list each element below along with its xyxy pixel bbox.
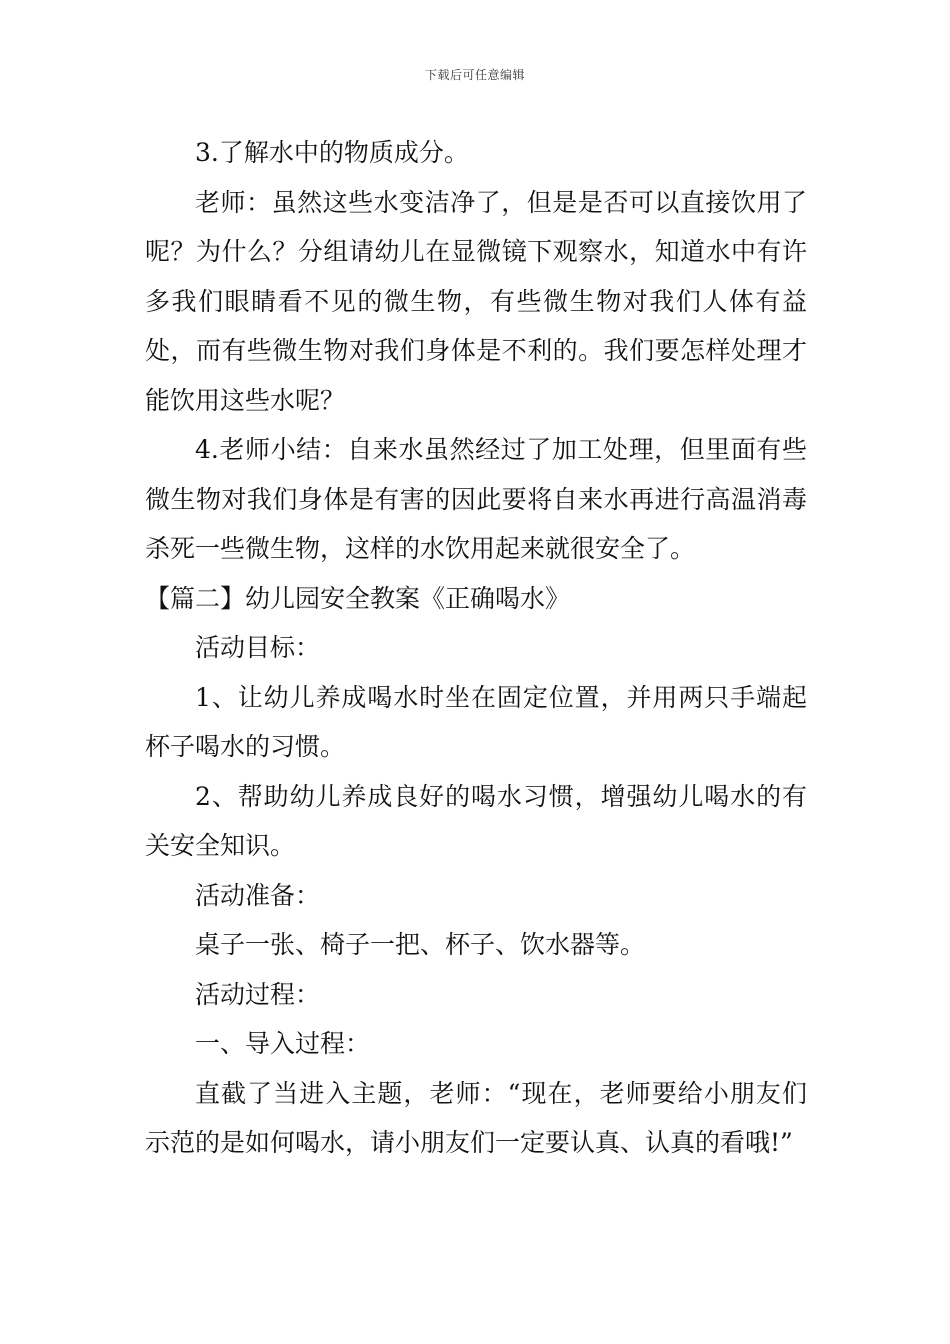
paragraph-3: 4.老师小结：自来水虽然经过了加工处理，但里面有些微生物对我们身体是有害的因此要将自来水再进行高温消毒杀死一些微生物，这样的水饮用起来就很安全了。 (145, 435, 807, 563)
paragraph-intro-text: 直截了当进入主题，老师：“现在，老师要给小朋友们示范的是如何喝水，请小朋友们一定要认真、认真的看哦!” (145, 1078, 807, 1157)
document-body (145, 128, 807, 1168)
paragraph-prep-label: 活动准备： (195, 880, 321, 910)
paragraph-prep-items: 桌子一张、椅子一把、杯子、饮水器等。 (195, 930, 646, 959)
paragraph-process-label: 活动过程： (195, 979, 321, 1009)
paragraph-goal-1: 1、让幼儿养成喝水时坐在固定位置，并用两只手端起杯子喝水的习惯。 (145, 682, 807, 761)
paragraph-goals-label: 活动目标： (195, 633, 321, 662)
paragraph-intro-label: 一、导入过程： (195, 1029, 371, 1058)
paragraph-2: 老师：虽然这些水变洁净了，但是是否可以直接饮用了呢？为什么？分组请幼儿在显微镜下观察水，知道水中有许多我们眼睛看不见的微生物，有些微生物对我们人体有益处，而有些微生物对我们身体是不利的。我们要怎样处理才能饮用这些水呢？ (145, 187, 807, 415)
section-heading: 【篇二】幼儿园安全教案《正确喝水》 (145, 583, 571, 613)
paragraph-1: 3.了解水中的物质成分。 (195, 138, 469, 167)
paragraph-goal-2: 2、帮助幼儿养成良好的喝水习惯，增强幼儿喝水的有关安全知识。 (145, 781, 807, 860)
page-header-note: 下载后可任意编辑 (424, 68, 525, 82)
